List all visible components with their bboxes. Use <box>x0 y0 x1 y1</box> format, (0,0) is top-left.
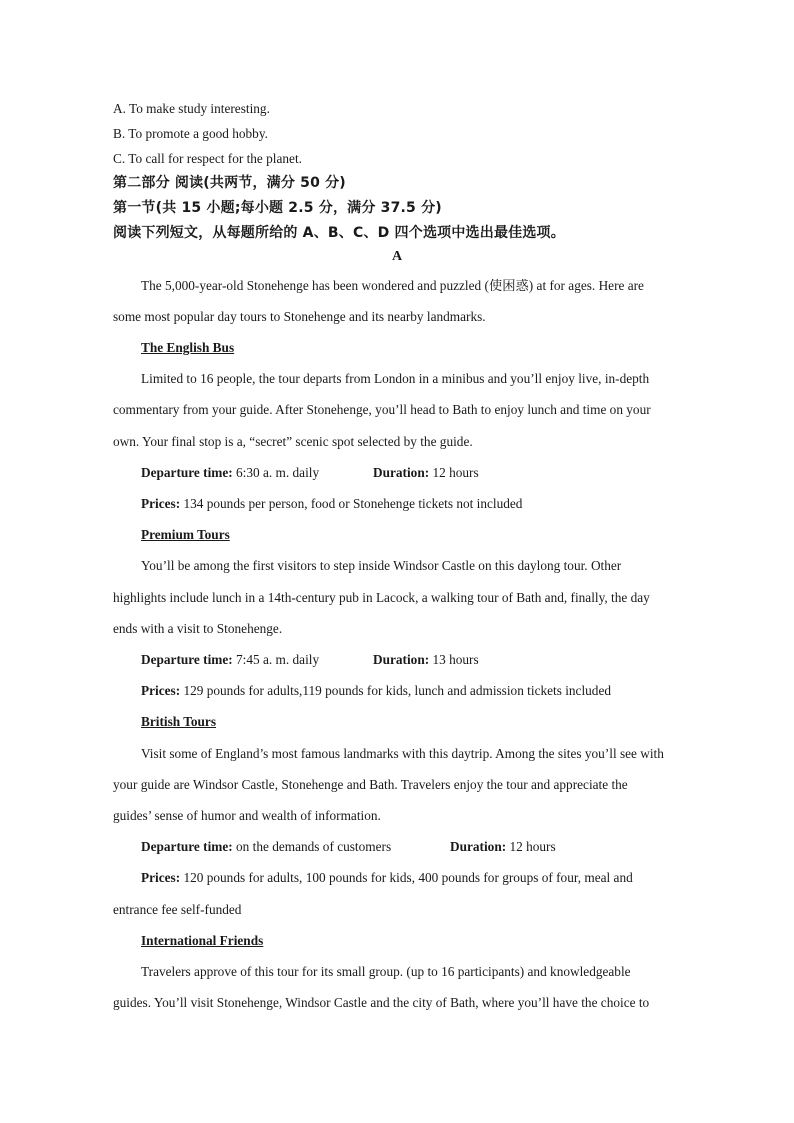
prices-value: 129 pounds for adults,119 pounds for kids, lunch and admission tickets included <box>180 683 611 698</box>
tour-title-premium-tours: Premium Tours <box>141 527 230 542</box>
section-sub-heading: 第一节(共 15 小题;每小题 2.5 分，满分 37.5 分) <box>113 200 442 216</box>
duration-value: 13 hours <box>429 652 479 667</box>
option-a: A. To make study interesting. <box>113 101 270 116</box>
departure-label: Departure time: <box>141 839 233 854</box>
duration-value: 12 hours <box>429 465 479 480</box>
departure-label: Departure time: <box>141 465 233 480</box>
departure-value: 7:45 a. m. daily <box>232 652 320 667</box>
option-c: C. To call for respect for the planet. <box>113 151 302 166</box>
duration-label: Duration: <box>450 839 507 854</box>
prices-label: Prices: <box>141 496 181 511</box>
duration-field <box>373 651 479 669</box>
prices-label: Prices: <box>141 683 181 698</box>
tour-prices-row <box>141 869 701 887</box>
option-b: B. To promote a good hobby. <box>113 126 268 141</box>
tour-desc-line: own. Your final stop is a, “secret” scenic spot selected by the guide. <box>113 434 473 449</box>
tour-departure-row <box>141 464 701 482</box>
tour-departure-row <box>141 838 701 856</box>
duration-label: Duration: <box>373 465 430 480</box>
tour-prices-row <box>141 682 701 700</box>
passage-letter: A <box>391 249 403 264</box>
tour-title-international-friends: International Friends <box>141 933 264 948</box>
tour-prices-continued: entrance fee self-funded <box>113 902 242 917</box>
tour-desc-line: your guide are Windsor Castle, Stonehenge and Bath. Travelers enjoy the tour and appreciate the <box>113 777 628 792</box>
departure-value: on the demands of customers <box>232 839 392 854</box>
prices-value: 134 pounds per person, food or Stonehenge tickets not included <box>180 496 523 511</box>
section-instruction: 阅读下列短文，从每题所给的 A、B、C、D 四个选项中选出最佳选项。 <box>113 225 565 241</box>
tour-desc-line: Limited to 16 people, the tour departs from London in a minibus and you’ll enjoy live, in-depth <box>141 371 650 386</box>
tour-title-british-tours: British Tours <box>141 714 217 729</box>
tour-desc-line: guides’ sense of humor and wealth of information. <box>113 808 381 823</box>
tour-desc-line: You’ll be among the first visitors to step inside Windsor Castle on this daylong tour. Other <box>141 558 622 573</box>
tour-desc-line: highlights include lunch in a 14th-century pub in Lacock, a walking tour of Bath and, finally, the day <box>113 590 650 605</box>
tour-desc-line: Travelers approve of this tour for its small group. (up to 16 participants) and knowledgeable <box>141 964 631 979</box>
intro-line: some most popular day tours to Stonehenge and its nearby landmarks. <box>113 309 486 324</box>
duration-field <box>373 464 479 482</box>
duration-label: Duration: <box>373 652 430 667</box>
tour-desc-line: ends with a visit to Stonehenge. <box>113 621 283 636</box>
tour-desc-line: guides. You’ll visit Stonehenge, Windsor Castle and the city of Bath, where you’ll have the choice to <box>113 995 650 1010</box>
prices-label: Prices: <box>141 870 181 885</box>
duration-field <box>450 838 556 856</box>
tour-title-english-bus: The English Bus <box>141 340 235 355</box>
tour-desc-line: Visit some of England’s most famous landmarks with this daytrip. Among the sites you’ll see with <box>141 746 664 761</box>
tour-desc-line: commentary from your guide. After Stonehenge, you’ll head to Bath to enjoy lunch and time on your <box>113 402 651 417</box>
section-part-heading: 第二部分 阅读(共两节，满分 50 分) <box>113 175 346 191</box>
departure-value: 6:30 a. m. daily <box>232 465 320 480</box>
prices-value: 120 pounds for adults, 100 pounds for kids, 400 pounds for groups of four, meal and <box>180 870 633 885</box>
intro-line: The 5,000-year-old Stonehenge has been wondered and puzzled (使困惑) at for ages. Here are <box>141 278 644 293</box>
tour-prices-row <box>141 495 701 513</box>
tour-departure-row <box>141 651 701 669</box>
departure-label: Departure time: <box>141 652 233 667</box>
duration-value: 12 hours <box>506 839 556 854</box>
